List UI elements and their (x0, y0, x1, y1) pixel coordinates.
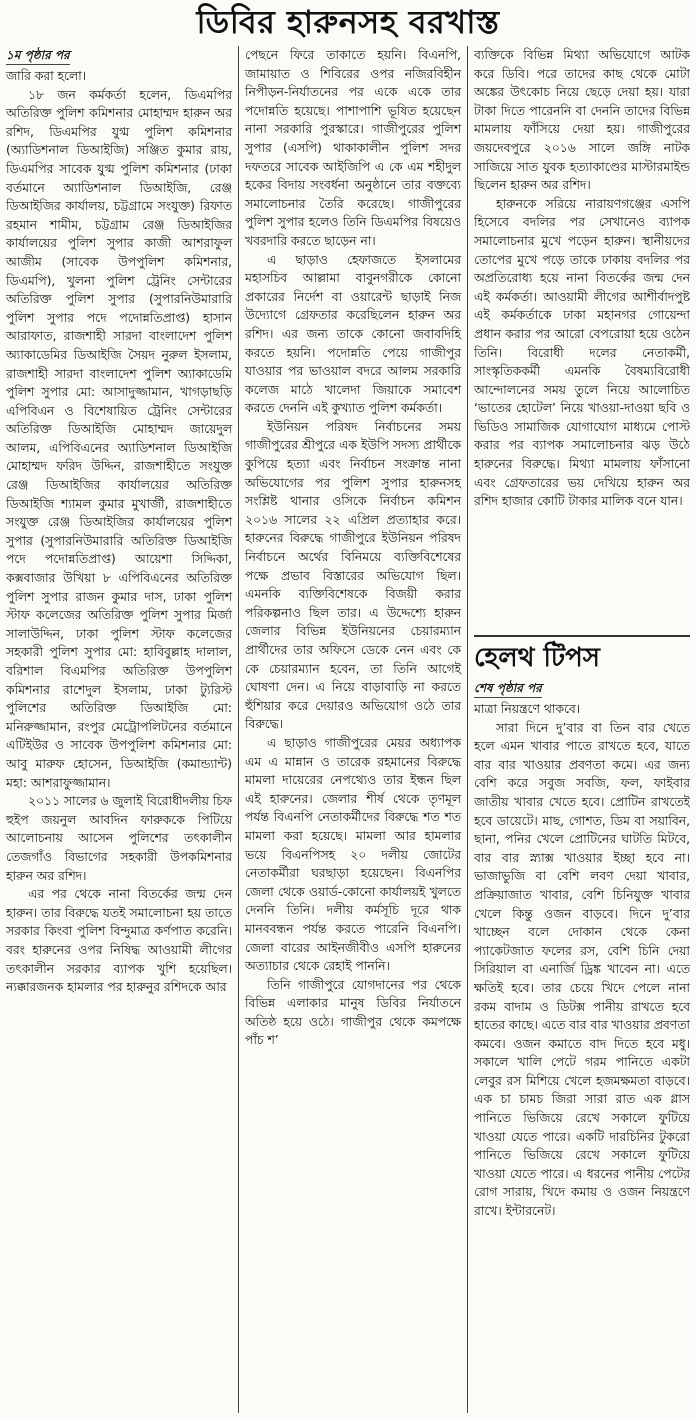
continued-label: ১ম পৃষ্ঠার পর (6, 47, 70, 65)
paragraph: ২০১১ সালের ৬ জুলাই বিরোধীদলীয় চিফ হুইপ জয়নুল আবদিন ফারুককে পিটিয়ে আলোচনায় আসেন পুলিশের তৎকালীন তেজগাঁও বিভাগের সহকারী উপকমিশনার হারুন অর রশিদ। (6, 794, 232, 883)
paragraph: ইউনিয়ন পরিষদ নির্বাচনের সময় গাজীপুরের শ্রীপুরে এক ইউপি সদস্য প্রার্থীকে কুপিয়ে হত্যা এবং নির্বাচন সংক্রান্ত নানা অভিযোগের পর পুলিশ সুপার হারুনসহ সংশ্লিষ্ট থানার ওসিকে নির্বাচন কমিশন ২০১৬ সালের ২২ এপ্রিল প্রত্যাহার করে। হারুনের বিরুদ্ধে গাজীপুরে ইউনিয়ন পরিষদ নির্বাচনে অর্থের বিনিময়ে ব্যক্তিবিশেষের পক্ষে প্রভাব বিস্তারের অভিযোগ ছিল। এমনকি ব্যক্তিবিশেষকে বিজয়ী করার পরিকল্পনাও ছিল তার। এ উদ্দেশ্যে হারুন জেলার বিভিন্ন ইউনিয়নের চেয়ারম্যান প্রার্থীদের তার অফিসে ডেকে নেন এবং কে কে চেয়ারম্যান হবেন, তা তিনি আগেই ঘোষণা দেন। এ নিয়ে বাড়াবাড়ি না করতে হুঁশিয়ার করে দেয়ারও অভিযোগ ওঠে তার বিরুদ্ধে। (245, 419, 461, 732)
paragraph: সারা দিনে দু’বার বা তিন বার খেতে হলে এমন খাবার পাতে রাখতে হবে, যাতে বার বার খাওয়ার প্রবণতা কমে। এর জন্য বেশি করে সবুজ সবজি, ফল, ফাইবার জাতীয় খাবার খেতে হবে। প্রোটিন রাখতেই হবে ডায়েটে। মাছ, গোশত, ডিম বা সয়াবিন, ছানা, পনির খেলে প্রোটিনের ঘাটতি মিটবে, বার বার স্ন্যাক্স খাওয়ার ইচ্ছা হবে না। ভাজাভুজি বা বেশি লবণ দেয়া খাবার, প্রক্রিয়াজাত খাবার, বেশি চিনিযুক্ত খাবার খেলে কিন্তু ওজন বাড়বে। দিনে দু’বার খাচ্ছেন বলে দোকান থেকে কেনা প্যাকেটজাত ফলের রস, বেশি চিনি দেয়া সিরিয়াল বা এনার্জি ড্রিঙ্ক খাবেন না। এতে ক্ষতিই হবে। তার চেয়ে খিদে পেলে নানা রকম বাদাম ও ডিটক্স পানীয় রাখতে হবে হাতের কাছে। এতে বার বার খাওয়ার প্রবণতা কমবে। ওজন কমাতে বাদ দিতে হবে মধু। সকালে খালি পেটে গরম পানিতে একটা লেবুর রস মিশিয়ে খেলে হজমক্ষমতা বাড়বে। এক চা চামচ জিরা সারা রাত এক গ্লাস পানিতে ভিজিয়ে রেখে সকালে ফুটিয়ে খাওয়া যেতে পারে। একটি দারচিনির টুকরো পানিতে ভিজিয়ে রেখে সকালে ফুটিয়ে খাওয়া যেতে পারে। এ ধরনের পানীয় পেটের রোগ সারায়, খিদে কমায় ও ওজন নিয়ন্ত্রণে রাখে। ইন্টারনেট। (474, 720, 690, 1219)
column-1 (0, 46, 238, 1413)
column-3 (467, 46, 696, 1413)
paragraph: হারুনকে সরিয়ে নারায়ণগঞ্জের এসপি হিসেবে বদলির পর সেখানেও ব্যাপক সমালোচনার মুখে পড়েন হারুন। স্থানীয়দের তোপের মুখে পড়ে তাকে ঢাকায় বদলির পর অপ্রতিরোধ্য হয়ে নানা বিতর্কের জন্ম দেন এই কর্মকর্তা। আওয়ামী লীগের আশীর্বাদপুষ্ট এই কর্মকর্তাকে ঢাকা মহানগর গোয়েন্দা প্রধান করার পর আরো বেপরোয়া হয়ে ওঠেন তিনি। বিরোধী দলের নেতাকর্মী, সাংস্কৃতিককর্মী এমনকি বৈষম্যবিরোধী আন্দোলনের সময় তুলে নিয়ে আলোচিত ‘ভাতের হোটেল’ নিয়ে খাওয়া-দাওয়া ছবি ও ভিডিও সামাজিক যোগাযোগ মাধ্যমে পোস্ট করার পর ব্যাপক সমালোচনার ঝড় উঠে হারুনের বিরুদ্ধে। মিথ্যা মামলায় ফাঁসানো এবং গ্রেফতারের ভয় দেখিয়ে হারুন অর রশিদ হাজার কোটি টাকার মালিক বনে যান। (474, 196, 690, 509)
article-continuation (474, 46, 690, 631)
paragraph: তিনি গাজীপুরে যোগদানের পর থেকে বিভিন্ন এলাকার মানুষ ডিবির নির্যাতনে অতিষ্ঠ হয়ে ওঠে। গাজীপুর থেকে কমপক্ষে পাঁচ শ’ (245, 977, 461, 1048)
paragraph: এ ছাড়াও হেফাজতে ইসলামের মহাসচিব আল্লামা বাবুনগরীকে কোনো প্রকারের নির্দেশ বা ওয়ারেন্ট ছাড়াই নিজ উদ্যোগে গ্রেফতার করেছিলেন হারুন অর রশিদ। এর জন্য তাকে কোনো জবাবদিহি করতে হয়নি। পদোন্নতি পেয়ে গাজীপুর যাওয়ার পর ভাওয়াল বদরে আলম সরকারি কলেজ মাঠে খালেদা জিয়াকে সমাবেশ করতে দেননি এই কুখ্যাত পুলিশ কর্মকর্তা। (245, 252, 461, 416)
paragraph: মাত্রা নিয়ন্ত্রণে থাকবে। (474, 702, 581, 716)
paragraph: ১৮ জন কর্মকর্তা হলেন, ডিএমপির অতিরিক্ত পুলিশ কমিশনার মোহাম্মদ হারুন অর রশিদ, ডিএমপির যুগ্ম পুলিশ কমিশনার (অ্যাডিশনাল ডিআইজি) সঞ্জিত কুমার রায়, ডিএমপির সাবেক যুগ্ম পুলিশ কমিশনার (ঢাকা বর্তমানে অ্যাডিশনাল ডিআইজি, রেঞ্জ ডিআইজির কার্যালয়, চট্টগ্রামে সংযুক্ত) রিফাত রহমান শামীম, চট্টগ্রাম রেঞ্জ ডিআইজির কার্যালয়ের পুলিশ সুপার কাজী আশরাফুল আজীম (সাবেক উপপুলিশ কমিশনার, ডিএমপি), খুলনা পুলিশ ট্রেনিং সেন্টারের অতিরিক্ত পুলিশ সুপার (সুপারনিউমারারি পুলিশ সুপার পদে পদোন্নতিপ্রাপ্ত) হাসান আরাফাত, রাজশাহী সারদা বাংলাদেশ পুলিশ অ্যাকাডেমির ডিআইজি সৈয়দ নুরুল ইসলাম, রাজশাহী সারদা বাংলাদেশ পুলিশ অ্যাকাডেমি পুলিশ সুপার মো: আসাদুজ্জামান, খাগড়াছড়ি এপিবিএন ও বিশেষায়িত ট্রেনিং সেন্টারের অতিরিক্ত ডিআইজি মোহাম্মদ জায়েদুল আলম, এপিবিএনের অ্যাডিশনাল ডিআইজি মোহাম্মদ ফরিদ উদ্দিন, রাজশাহীতে সংযুক্ত রেঞ্জ ডিআইজির কার্যালয়ের অতিরিক্ত ডিআইজি শ্যামল কুমার মুখার্জী, রাজশাহীতে সংযুক্ত রেঞ্জ ডিআইজির কার্যালয়ের পুলিশ সুপার (সুপারনিউমারারি অতিরিক্ত ডিআইজি পদে পদোন্নতিপ্রাপ্ত) আয়েশা সিদ্দিকা, কক্সবাজার উখিয়া ৮ এপিবিএনের অতিরিক্ত পুলিশ সুপার রাজন কুমার দাস, ঢাকা পুলিশ স্টাফ কলেজের অতিরিক্ত পুলিশ সুপার মির্জা সালাউদ্দিন, ঢাকা পুলিশ স্টাফ কলেজের সহকারী পুলিশ সুপার মো: হাবিবুল্লাহ দালাল, বরিশাল বিএমপির অতিরিক্ত উপপুলিশ কমিশনার রাশেদুল ইসলাম, ঢাকা ট্যুরিস্ট পুলিশের অতিরিক্ত ডিআইজি মো: মনিরুজ্জামান, রংপুর মেট্রোপলিটনের বর্তমানে এটিইউর ও সাবেক উপপুলিশ কমিশনার মো: আবু মারুফ হোসেন, ডিআইজি (কমান্ড্যান্ট) মহা: আশরাফুজ্জামান। (6, 87, 232, 790)
paragraph: এ ছাড়াও গাজীপুরের মেয়র অধ্যাপক এম এ মান্নান ও তারেক রহমানের বিরুদ্ধে মামলা দায়েরের নেপথ্যেও তার ইন্ধন ছিল এই হারুনের। জেলার শীর্ষ থেকে তৃণমূল পর্যন্ত বিএনপি নেতাকর্মীদের বিরুদ্ধে শত শত মামলা করা হয়েছে। মামলা আর হামলার ভয়ে বিএনপিসহ ২০ দলীয় জোটের নেতাকর্মীরা ঘরছাড়া হয়েছেন। বিএনপির জেলা থেকে ওয়ার্ড-কোনো কার্যালয়ই খুলতে দেননি তিনি। দলীয় কর্মসূচি দূরে থাক মানববন্ধন পর্যন্ত করতে পারেনি বিএনপি। জেলা বারের আইনজীবীও এসপি হারুনের অত্যাচার থেকে রেহাই পাননি। (245, 735, 461, 974)
paragraph: ব্যক্তিকে বিভিন্ন মিথ্যা অভিযোগে আটক করে ডিবি। পরে তাদের কাছ থেকে মোটা অঙ্কের উৎকোচ নিয়ে ছেড়ে দেয়া হয়। যারা টাকা দিতে পারেননি বা দেননি তাদের বিভিন্ন মামলায় ফাঁসিয়ে দেয়া হয়। গাজীপুরের জয়দেবপুরে ২০১৬ সালে জঙ্গি নাটক সাজিয়ে সাত যুবক হত্যাকাণ্ডের মাস্টারমাইন্ড ছিলেন হারুন অর রশিদ। (474, 48, 690, 193)
paragraph: এর পর থেকে নানা বিতর্কের জন্ম দেন হারুন। তার বিরুদ্ধে যতই সমালোচনা হয় তাতে সরকার কিংবা পুলিশ বিন্দুমাত্র কর্ণপাত করেনি। বরং হারুনের ওপর নিষিদ্ধ আওয়ামী লীগের তৎকালীন সরকার ব্যাপক খুশি হয়েছিল। ন্যক্কারজনক হামলার পর হারুনুর রশিদকে আর (6, 887, 232, 995)
column-2 (238, 46, 467, 1413)
health-tips-article (474, 679, 690, 1221)
headline: ডিবির হারুনসহ বরখাস্ত (196, 3, 500, 41)
health-tips-headline: হেলথ টিপস (474, 635, 690, 675)
paragraph: জারি করা হলো। (6, 69, 87, 83)
paragraph: পেছনে ফিরে তাকাতে হয়নি। বিএনপি, জামায়াত ও শিবিরের ওপর নজিরবিহীন নিপীড়ন-নির্যাতনের পর একে একে তার পদোন্নতি হয়েছে। পাশাপাশি ভূষিত হয়েছেন নানা সরকারি পুরস্কারে। গাজীপুরের পুলিশ সুপার (এসপি) থাকাকালীন পুলিশ সদর দফতরে সাবেক আইজিপি এ কে এম শহীদুল হকের বিদায় সংবর্ধনা অনুষ্ঠানে তার বক্তব্যে সমালোচনার তৈরি করেছে। গাজীপুরের পুলিশ সুপার হলেও তিনি ডিএমপির বিষয়েও খবরদারি করতে ছাড়েন না। (245, 48, 461, 248)
continued-label: শেষ পৃষ্ঠার পর (474, 680, 542, 698)
